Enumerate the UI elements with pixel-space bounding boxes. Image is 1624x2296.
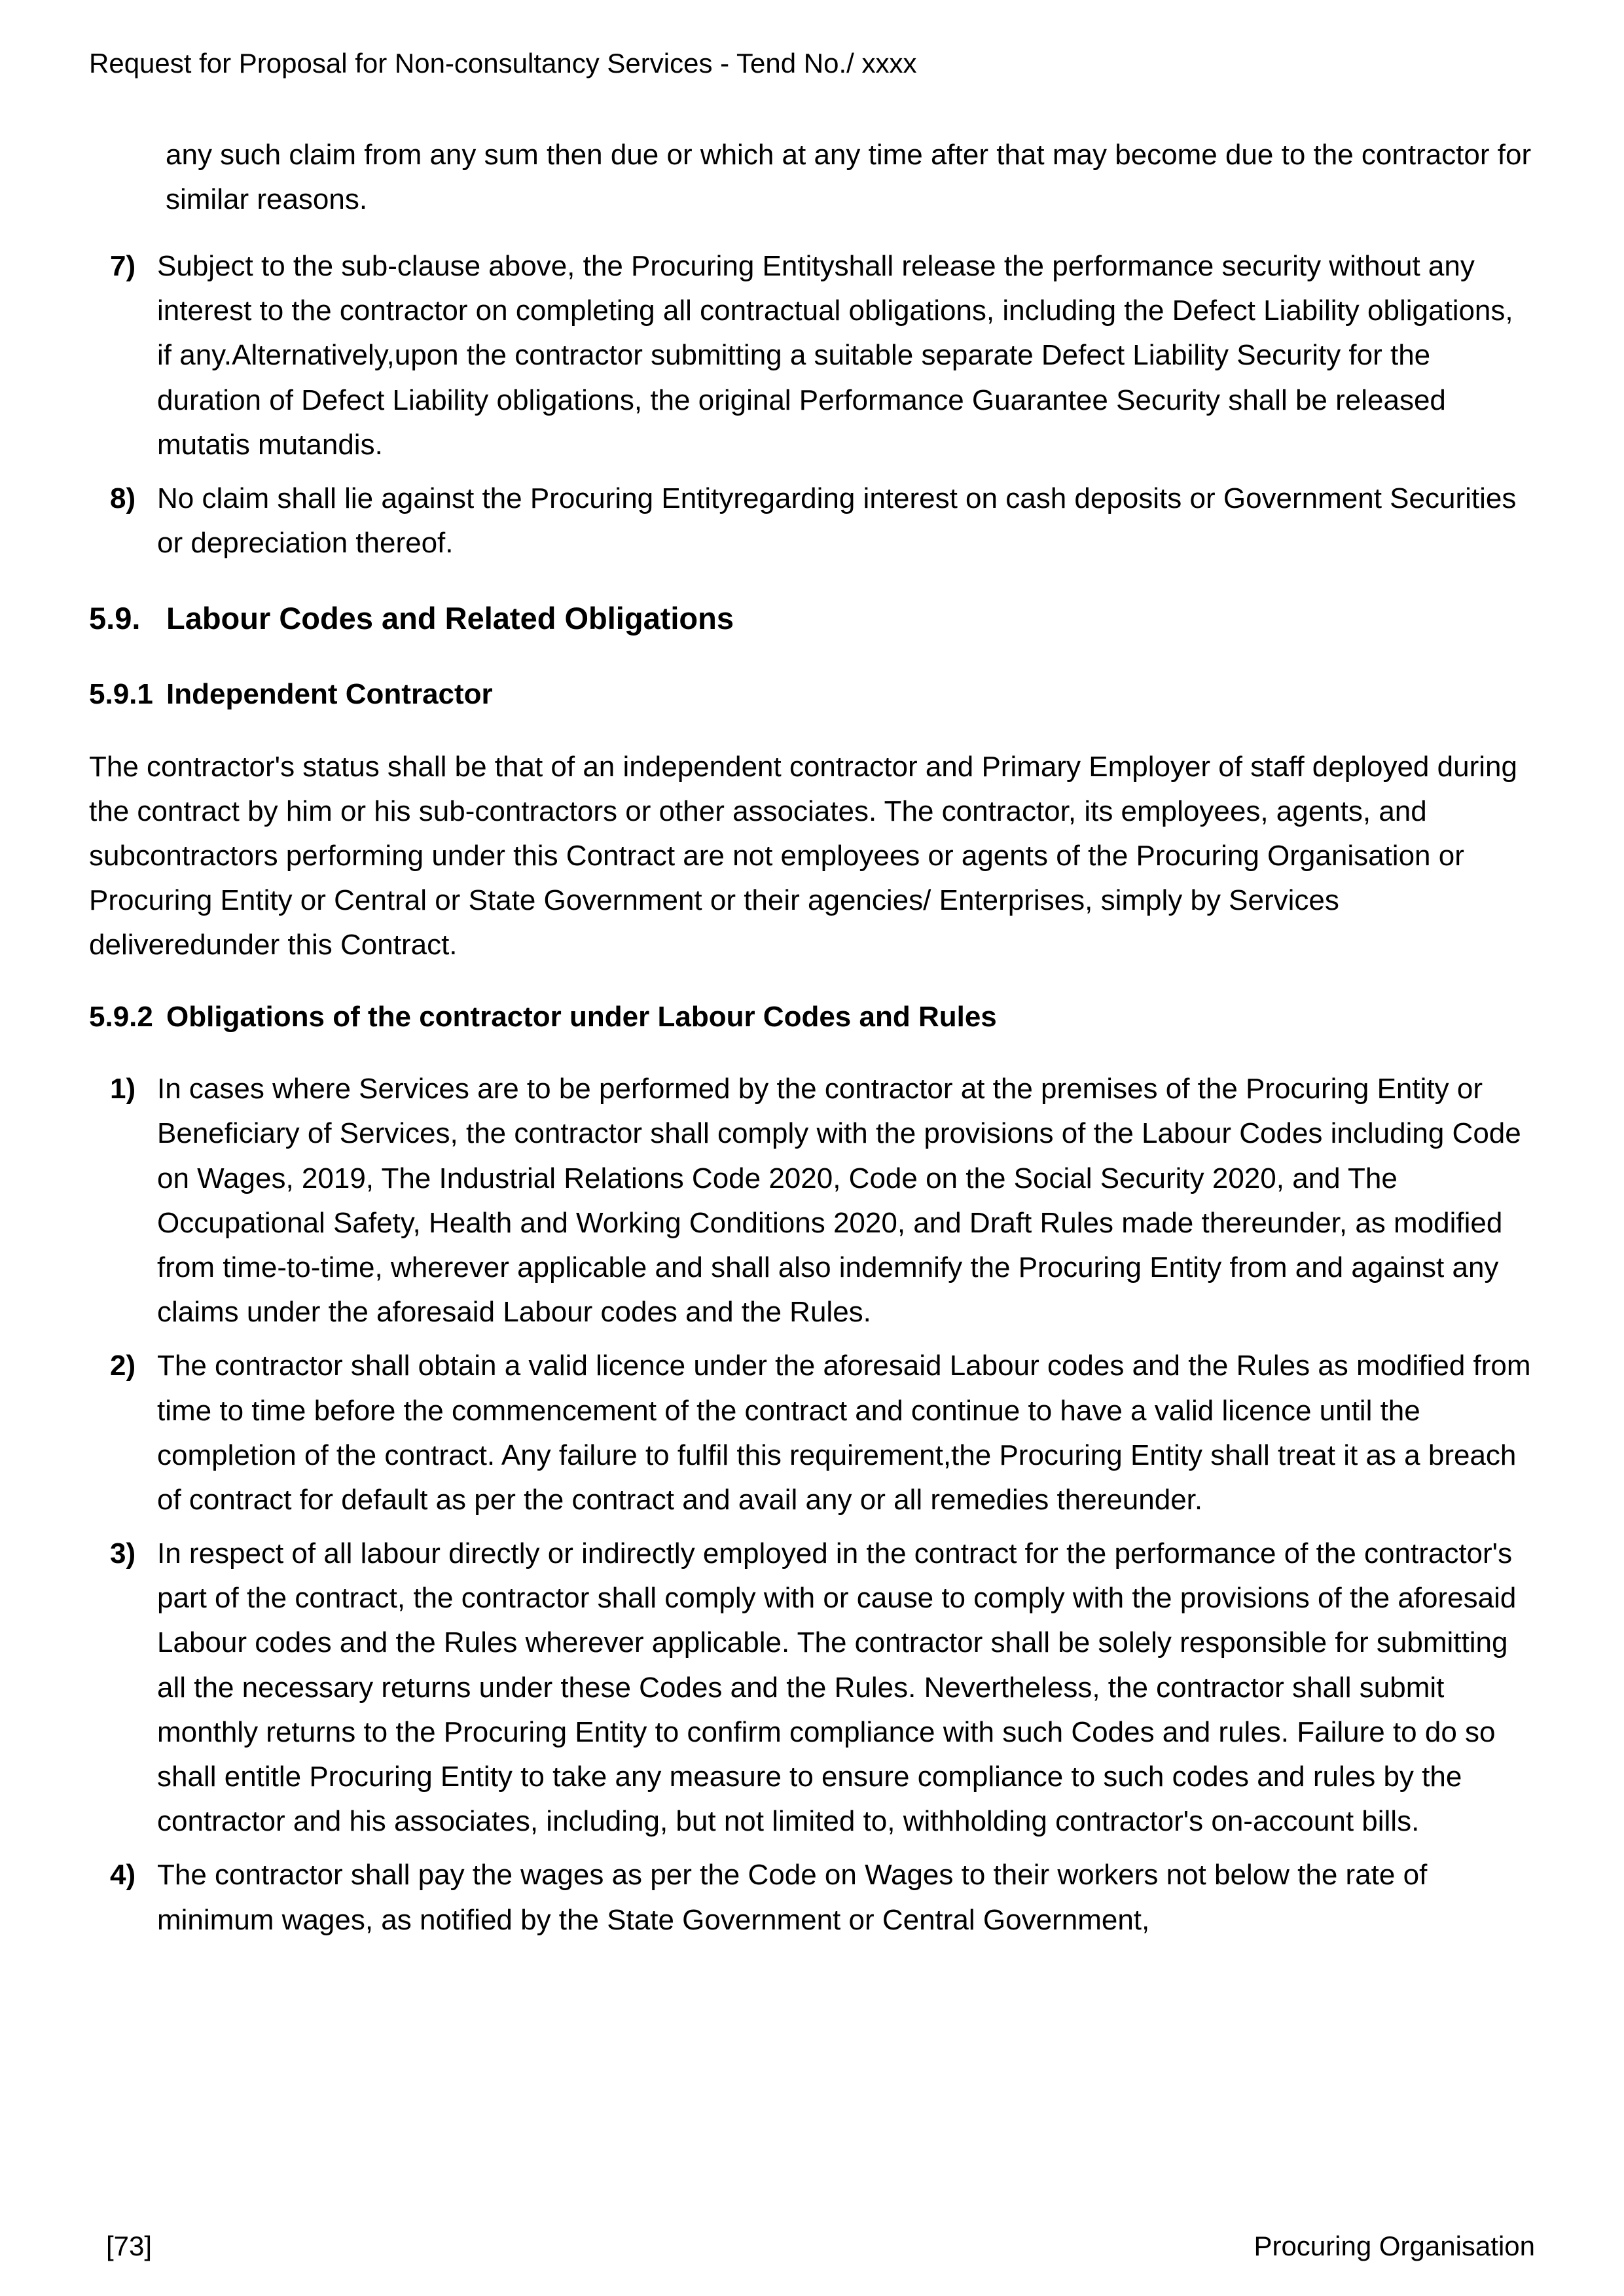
list-item-2 <box>110 1344 1535 1522</box>
item-text: No claim shall lie against the Procuring Entityregarding interest on cash deposits or Government Securities or depreciation thereof. <box>157 482 1517 560</box>
page-header <box>89 46 1535 82</box>
item-number: 8) <box>110 482 136 514</box>
item-number: 2) <box>110 1350 136 1382</box>
item-number: 7) <box>110 249 136 282</box>
item-number: 4) <box>110 1859 136 1892</box>
item-number: 1) <box>110 1073 136 1105</box>
subsection-heading-5-9-2 <box>89 997 1535 1037</box>
list-item-7 <box>110 244 1535 467</box>
section-heading-5-9 <box>89 597 1535 640</box>
heading-number: 5.9. <box>89 601 141 636</box>
page-number: [73] <box>106 2231 153 2261</box>
item-text: In respect of all labour directly or indirectly employed in the contract for the performance of the contractor's part of the contract, the contractor shall comply with or cause to comply with the provisions of the aforesaid Labour codes and the Rules wherever applicable. The contractor shall be solely responsible for submitting all the necessary returns under these Codes and the Rules. Nevertheless, the contractor shall submit monthly returns to the Procuring Entity to confirm compliance with such Codes and rules. Failure to do so shall entitle Procuring Entity to take any measure to ensure compliance to such codes and rules by the contractor and his associates, including, but not limited to, withholding contractor's on-account bills. <box>157 1537 1517 1838</box>
footer-organisation: Procuring Organisation <box>1254 2231 1535 2261</box>
heading-number: 5.9.2 <box>89 1000 153 1033</box>
heading-number: 5.9.1 <box>89 678 153 711</box>
performance-security-list <box>110 244 1535 565</box>
list-item-8 <box>110 476 1535 565</box>
heading-title: Independent Contractor <box>166 678 493 711</box>
item-text: Subject to the sub-clause above, the Procuring Entityshall release the performance security without any interest to the contractor on completing all contractual obligations, including the Defect Liability obligations, if any.Alternatively,upon the contractor submitting a suitable separate Defect Liability Security for the duration of Defect Liability obligations, the original Performance Guarantee Security shall be released mutatis mutandis. <box>157 249 1513 461</box>
item-text: The contractor shall obtain a valid licence under the aforesaid Labour codes and the Rules as modified from time to time before the commencement of the contract and continue to have a valid licence until the completion of the contract. Any failure to fulfil this requirement,the Procuring Entity shall treat it as a breach of contract for default as per the contract and avail any or all remedies thereunder. <box>157 1350 1531 1516</box>
obligations-list <box>110 1067 1535 1943</box>
page-footer <box>89 2231 1535 2262</box>
header-title: Request for Proposal for Non-consultancy Services - Tend No./ xxxx <box>89 48 917 79</box>
list-item-1 <box>110 1067 1535 1335</box>
list-item-3 <box>110 1532 1535 1844</box>
subsection-heading-5-9-1 <box>89 674 1535 715</box>
heading-title: Labour Codes and Related Obligations <box>166 601 734 636</box>
item-text: The contractor shall pay the wages as per the Code on Wages to their workers not below the rate of minimum wages, as notified by the State Government or Central Government, <box>157 1859 1428 1936</box>
item-number: 3) <box>110 1537 136 1570</box>
independent-contractor-paragraph: The contractor's status shall be that of an independent contractor and Primary Employer of staff deployed during the contract by him or his sub-contractors or other associates. The contractor, its employees, agents, and subcontractors performing under this Contract are not employees or agents of the Procuring Organisation or Procuring Entity or Central or State Government or their agencies/ Enterprises, simply by Services deliveredunder this Contract. <box>89 750 1517 961</box>
item-text: In cases where Services are to be performed by the contractor at the premises of the Procuring Entity or Beneficiary of Services, the contractor shall comply with the provisions of the Labour Codes including Code on Wages, 2019, The Industrial Relations Code 2020, Code on the Social Security 2020, and The Occupational Safety, Health and Working Conditions 2020, and Draft Rules made thereunder, as modified from time-to-time, wherever applicable and shall also indemnify the Procuring Entity from and against any claims under the aforesaid Labour codes and the Rules. <box>157 1073 1521 1329</box>
heading-title: Obligations of the contractor under Labour Codes and Rules <box>166 1000 997 1033</box>
document-body <box>89 133 1535 1943</box>
list-item-4 <box>110 1853 1535 1942</box>
continuation-paragraph: any such claim from any sum then due or which at any time after that may become due to the contractor for similar reasons. <box>166 138 1532 215</box>
